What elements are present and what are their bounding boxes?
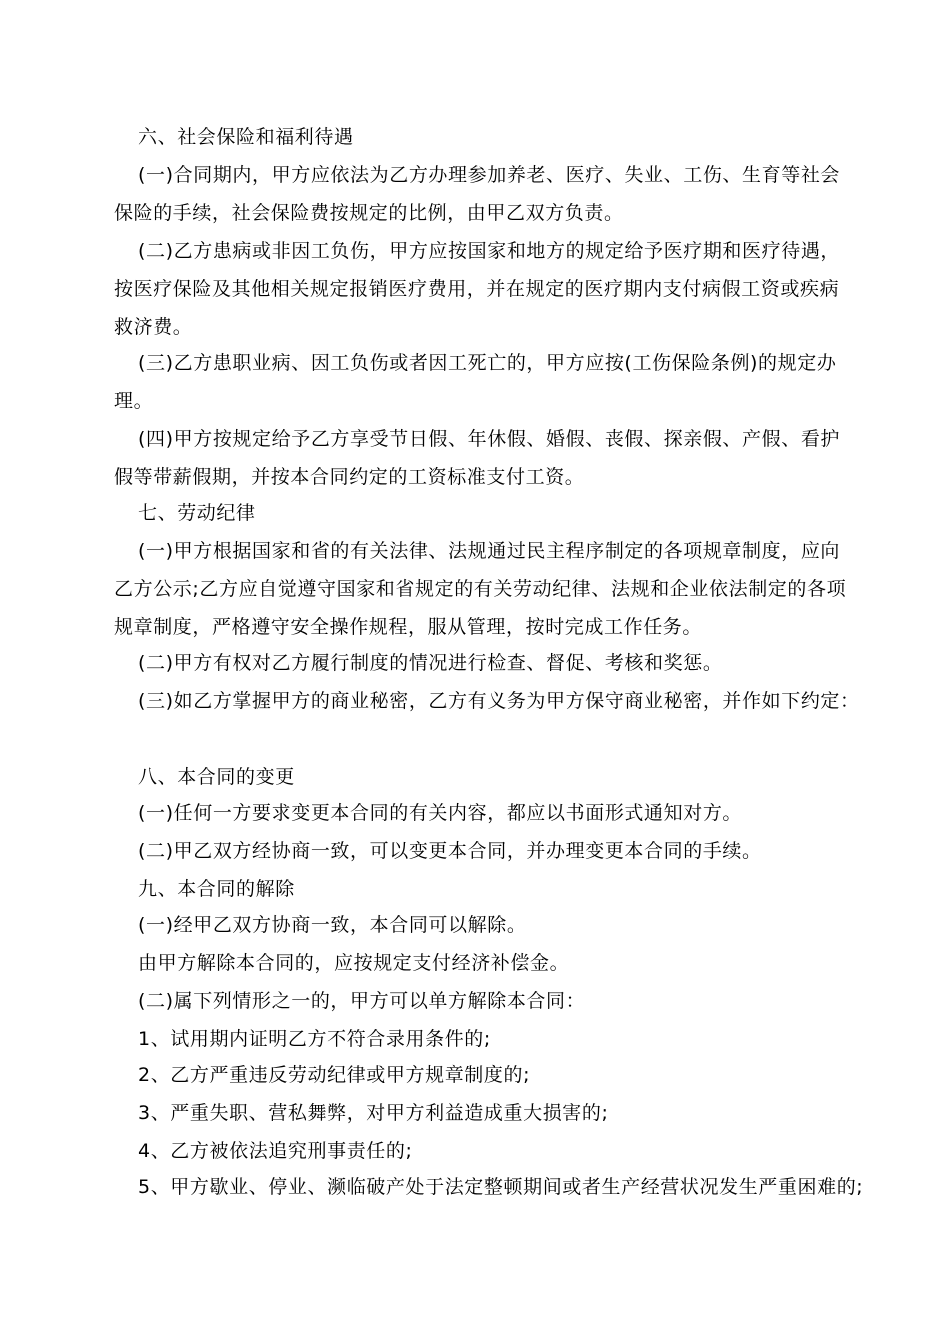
section-8-heading: 八、本合同的变更 [138,766,295,788]
paragraph-line: 救济费。 [114,316,193,338]
paragraph-line: 由甲方解除本合同的，应按规定支付经济补偿金。 [138,952,570,974]
paragraph-line: (二)属下列情形之一的，甲方可以单方解除本合同： [138,990,586,1012]
paragraph-line: 按医疗保险及其他相关规定报销医疗费用，并在规定的医疗期内支付病假工资或疾病 [114,278,840,300]
paragraph-line: (二)乙方患病或非因工负伤，甲方应按国家和地方的规定给予医疗期和医疗待遇， [138,240,841,262]
list-item: 4、乙方被依法追究刑事责任的; [138,1140,413,1162]
list-item: 5、甲方歇业、停业、濒临破产处于法定整顿期间或者生产经营状况发生严重困难的; [138,1176,864,1198]
list-item: 1、试用期内证明乙方不符合录用条件的; [138,1028,491,1050]
paragraph-line: 理。 [114,390,154,412]
list-item: 2、乙方严重违反劳动纪律或甲方规章制度的; [138,1064,531,1086]
paragraph-line: (三)乙方患职业病、因工负伤或者因工死亡的，甲方应按(工伤保险条例)的规定办 [138,352,837,374]
paragraph-line: 乙方公示;乙方应自觉遵守国家和省规定的有关劳动纪律、法规和企业依法制定的各项 [114,578,847,600]
section-6-heading: 六、社会保险和福利待遇 [138,126,354,148]
paragraph-line: (二)甲方有权对乙方履行制度的情况进行检查、督促、考核和奖惩。 [138,652,723,674]
paragraph-line: (二)甲乙双方经协商一致，可以变更本合同，并办理变更本合同的手续。 [138,840,762,862]
section-7-heading: 七、劳动纪律 [138,502,256,524]
list-item: 3、严重失职、营私舞弊，对甲方利益造成重大损害的; [138,1102,609,1124]
section-9-heading: 九、本合同的解除 [138,878,295,900]
paragraph-line: (一)甲方根据国家和省的有关法律、法规通过民主程序制定的各项规章制度，应向 [138,540,841,562]
paragraph-line: (三)如乙方掌握甲方的商业秘密，乙方有义务为甲方保守商业秘密，并作如下约定： [138,690,860,712]
paragraph-line: 保险的手续，社会保险费按规定的比例，由甲乙双方负责。 [114,202,624,224]
paragraph-line: (一)经甲乙双方协商一致，本合同可以解除。 [138,914,527,936]
paragraph-line: (四)甲方按规定给予乙方享受节日假、年休假、婚假、丧假、探亲假、产假、看护 [138,428,841,450]
paragraph-line: (一)合同期内，甲方应依法为乙方办理参加养老、医疗、失业、工伤、生育等社会 [138,164,841,186]
paragraph-line: 规章制度，严格遵守安全操作规程，服从管理，按时完成工作任务。 [114,616,703,638]
paragraph-line: (一)任何一方要求变更本合同的有关内容，都应以书面形式通知对方。 [138,802,743,824]
paragraph-line: 假等带薪假期，并按本合同约定的工资标准支付工资。 [114,466,585,488]
